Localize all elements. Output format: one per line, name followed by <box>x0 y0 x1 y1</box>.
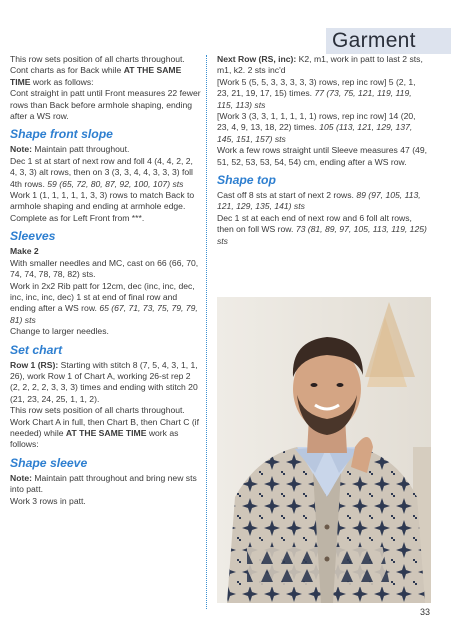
paragraph: Work 3 rows in patt. <box>10 495 86 506</box>
paragraph: [Work 3 (3, 3, 1, 1, 1, 1, 1) rows, rep inc row] 14 (20, 23, 4, 9, 13, 18, 22) times. 105 (113, 121, 129, 137, 145, 151, 157) sts <box>217 111 416 144</box>
section-tag-label: Garment <box>332 29 416 52</box>
paragraph: This row sets position of all charts throughout. Cont charts as for Back while AT THE SAME TIME work as follows: <box>10 54 185 87</box>
paragraph: Work a few rows straight until Sleeve measures 47 (49, 51, 52, 53, 53, 54, 54) cm, ending after a WS row. <box>217 145 428 167</box>
paragraph: Cont straight in patt until Front measures 22 fewer rows than Back before armhole shaping, ending after a WS row. <box>10 88 201 122</box>
heading-shape-front-slope: Shape front slope <box>10 127 113 142</box>
paragraph: Complete as for Left Front from ***. <box>10 212 145 223</box>
note: Note: Maintain patt throughout. <box>10 144 130 155</box>
paragraph: Change to larger needles. <box>10 326 109 337</box>
paragraph: [Work 5 (5, 5, 3, 3, 3, 3, 3) rows, rep inc row] 5 (2, 1, 23, 21, 19, 17, 15) times. 77 (73, 75, 121, 119, 119, 115, 113) sts <box>217 76 416 110</box>
row-instruction: Next Row (RS, inc): K2, m1, work in patt to last 2 sts, m1, k2. 2 sts inc'd <box>217 54 423 76</box>
page-number: 33 <box>420 607 431 617</box>
paragraph: Work Chart A in full, then Chart B, then Chart C (if needed) while AT THE SAME TIME work as follows: <box>10 416 199 450</box>
right-column <box>217 54 429 247</box>
model-photo <box>217 297 431 603</box>
paragraph: Work 1 (1, 1, 1, 1, 1, 3, 3) rows to match Back to armhole shaping and ending at armhole edge. <box>10 190 195 212</box>
heading-shape-sleeve: Shape sleeve <box>10 455 88 470</box>
column-divider <box>206 55 207 609</box>
paragraph: Cast off 8 sts at start of next 2 rows. 89 (97, 105, 113, 121, 129, 135, 141) sts <box>217 190 421 212</box>
left-column <box>10 54 202 507</box>
photo-man-in-fair-isle-cardigan-icon <box>217 297 431 603</box>
paragraph: With smaller needles and MC, cast on 66 (66, 70, 74, 74, 78, 78, 82) sts. <box>10 257 199 280</box>
row-instruction: Row 1 (RS): Starting with stitch 8 (7, 5, 4, 3, 1, 1, 26), work Row 1 of Chart A, working 26-st rep 2 (2, 2, 2, 2, 3, 3, 3) times and ending with stitch 20 (21, 23, 24, 25, 1, 1, 2). <box>10 359 198 404</box>
paragraph: Dec 1 st at start of next row and foll 4 (4, 4, 2, 2, 4, 3, 3) alt rows, then on 3 (3, 3, 4, 4, 3, 3, 3) foll 4th rows. 59 (65, 72, 80, 87, 92, 100, 107) sts <box>10 155 193 189</box>
heading-sleeves: Sleeves <box>10 229 56 244</box>
make-count: Make 2 <box>10 246 39 257</box>
heading-shape-top: Shape top <box>217 173 276 188</box>
heading-set-chart: Set chart <box>10 342 63 357</box>
section-tag <box>326 28 451 54</box>
paragraph: Work in 2x2 Rib patt for 12cm, dec (inc, inc, dec, inc, inc, inc, dec) 1 st at end of final row and ending after a WS row. 65 (67, 71, 73, 75, 79, 79, 81) sts <box>10 280 198 325</box>
note: Note: Maintain patt throughout and bring new sts into patt. <box>10 472 197 495</box>
paragraph: Dec 1 st at each end of next row and 6 foll alt rows, then on foll WS row. 73 (81, 89, 97, 105, 113, 119, 125) sts <box>217 212 427 246</box>
paragraph: This row sets position of all charts throughout. <box>10 405 185 416</box>
